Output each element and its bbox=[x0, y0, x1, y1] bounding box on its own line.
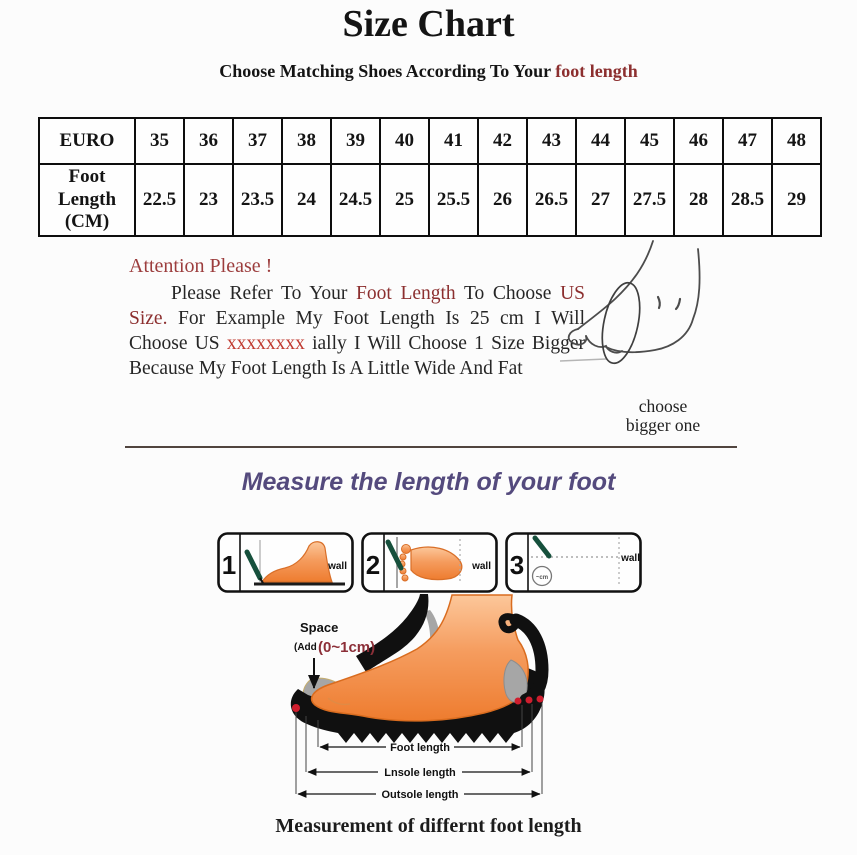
size-table bbox=[38, 117, 822, 237]
euro-size-cell: 45 bbox=[625, 118, 674, 164]
wall-label: wall bbox=[621, 553, 640, 564]
outsole-length-label: Outsole length bbox=[381, 789, 459, 801]
step-panel-3 bbox=[505, 532, 642, 593]
foot-length-label: Foot length bbox=[390, 742, 450, 754]
euro-size-cell: 42 bbox=[478, 118, 527, 164]
cm-label: ~cm bbox=[535, 575, 549, 581]
space-label: Space bbox=[300, 620, 339, 635]
euro-size-cell: 44 bbox=[576, 118, 625, 164]
foot-length-cell: 26.5 bbox=[527, 164, 576, 236]
space-range-label: (0~1cm) bbox=[318, 639, 376, 656]
section-divider bbox=[125, 446, 737, 448]
foot-length-cell: 23.5 bbox=[233, 164, 282, 236]
pointer-line bbox=[560, 359, 606, 361]
step-panel-2 bbox=[361, 532, 498, 593]
wall-label: wall bbox=[472, 561, 491, 572]
row-header-line: Length bbox=[57, 188, 117, 210]
euro-size-cell: 39 bbox=[331, 118, 380, 164]
foot-length-cell: 29 bbox=[772, 164, 821, 236]
foot-length-cell: 23 bbox=[184, 164, 233, 236]
choose-bigger-note bbox=[594, 397, 732, 435]
step-panel-1 bbox=[217, 532, 354, 593]
euro-size-cell: 40 bbox=[380, 118, 429, 164]
page-subtitle bbox=[0, 61, 857, 82]
foot-outline bbox=[560, 241, 700, 367]
measurement-caption: Measurement of differnt foot length bbox=[275, 815, 582, 837]
wall-label: wall bbox=[328, 561, 347, 572]
attention-seg: For Example My Foot Length Is 25 cm I Will Choose US bbox=[129, 308, 585, 354]
page-title: Size Chart bbox=[342, 3, 515, 45]
row-header-line: Foot bbox=[68, 166, 106, 188]
measure-steps-row bbox=[217, 532, 642, 593]
shoe-measurement-illustration bbox=[280, 592, 565, 822]
step-number: 1 bbox=[221, 550, 237, 580]
euro-size-cell: 37 bbox=[233, 118, 282, 164]
euro-size-cell: 38 bbox=[282, 118, 331, 164]
euro-size-cell: 46 bbox=[674, 118, 723, 164]
insole-length-label: Lnsole length bbox=[384, 767, 456, 779]
add-label: (Add bbox=[294, 642, 317, 653]
measure-heading: Measure the length of your foot bbox=[241, 468, 616, 496]
attention-text bbox=[129, 281, 585, 381]
choose-bigger-line: bigger one bbox=[625, 415, 701, 435]
euro-size-cell: 41 bbox=[429, 118, 478, 164]
attention-block bbox=[129, 254, 585, 381]
euro-size-cell: 48 bbox=[772, 118, 821, 164]
step-number: 2 bbox=[365, 550, 381, 580]
attention-foot-length-highlight: Foot Length bbox=[356, 283, 456, 304]
foot-length-cell: 28.5 bbox=[723, 164, 772, 236]
foot-length-cell: 22.5 bbox=[135, 164, 184, 236]
attention-seg: Please Refer To Your bbox=[171, 283, 357, 304]
euro-size-cell: 35 bbox=[135, 118, 184, 164]
foot-length-cell: 28 bbox=[674, 164, 723, 236]
foot-length-cell: 25.5 bbox=[429, 164, 478, 236]
table-row-foot-length bbox=[39, 164, 821, 236]
foot-length-row-header bbox=[39, 164, 135, 236]
attention-heading: Attention Please ! bbox=[129, 255, 273, 277]
euro-size-cell: 47 bbox=[723, 118, 772, 164]
foot-length-cell: 27.5 bbox=[625, 164, 674, 236]
attention-us-size-highlight: US Size. bbox=[129, 283, 586, 329]
attention-seg: ially I Will Choose 1 Size Bigger Because My Foot Length Is A Little Wide And Fat bbox=[129, 333, 585, 379]
euro-size-cell: 43 bbox=[527, 118, 576, 164]
foot-sketch-illustration bbox=[560, 231, 738, 409]
foot-length-cell: 24 bbox=[282, 164, 331, 236]
choose-bigger-line: choose bbox=[638, 396, 688, 416]
subtitle-text: Choose Matching Shoes According To Your bbox=[219, 61, 556, 81]
step-number: 3 bbox=[509, 550, 525, 580]
attention-seg: To Choose bbox=[455, 283, 561, 304]
subtitle-highlight: foot length bbox=[555, 61, 638, 81]
table-row-euro bbox=[39, 118, 821, 164]
attention-redacted-text: xxxxxxxx bbox=[226, 333, 305, 354]
foot-length-cell: 26 bbox=[478, 164, 527, 236]
foot-length-cell: 27 bbox=[576, 164, 625, 236]
foot-length-cell: 24.5 bbox=[331, 164, 380, 236]
euro-size-cell: 36 bbox=[184, 118, 233, 164]
row-header-line: (CM) bbox=[64, 211, 110, 233]
foot-length-cell: 25 bbox=[380, 164, 429, 236]
euro-row-header: EURO bbox=[39, 118, 135, 164]
